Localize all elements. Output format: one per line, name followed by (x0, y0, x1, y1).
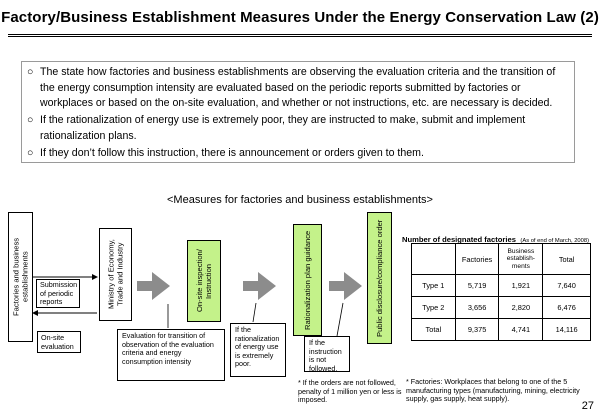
circle-bullet-icon: ○ (27, 114, 34, 126)
rationalization-box (293, 224, 322, 336)
not-followed-callout (304, 336, 350, 372)
not-followed-text: If the instruction is not followed. (309, 338, 342, 373)
row-label: Total (412, 319, 456, 341)
table-row (412, 275, 591, 297)
cell-total: 14,116 (543, 319, 591, 341)
table-header-total: Total (543, 244, 591, 275)
summary-item-text: If the rationalization of energy use is extremely poor, they are instructed to make, submit and implement rationalization plans. (40, 114, 526, 142)
diagram-subtitle: <Measures for factories and business establishments> (167, 194, 433, 206)
designated-factories-table (411, 243, 591, 341)
evaluation-text: Evaluation for transition of observation of the evaluation criteria and energy consumption intensity (122, 331, 214, 366)
row-label: Type 1 (412, 275, 456, 297)
factories-label: Factories and business establishments (11, 237, 30, 317)
row-label: Type 2 (412, 297, 456, 319)
table-header-factories: Factories (455, 244, 499, 275)
circle-bullet-icon: ○ (27, 147, 34, 159)
cell-business: 2,820 (499, 297, 543, 319)
summary-item-text: The state how factories and business establishments are observing the evaluation criteria and the transition of the energy consumption intensity are evaluated based on the periodic reports submitted by factories or workplaces or based on the on-site evaluation, and whether or not instructions, etc. are necessary is decided. (40, 66, 556, 110)
table-as-of: (As of end of March, 2008) (520, 238, 590, 244)
block-arrow-2 (243, 272, 276, 300)
block-arrow-1 (137, 272, 170, 300)
penalty-note: * If the orders are not followed, penalty of 1 million yen or less is imposed. (298, 378, 402, 405)
table-header-business: Business establish-ments (499, 244, 543, 275)
onsite-inspection-box (187, 240, 221, 322)
cell-factories: 5,719 (455, 275, 499, 297)
not-followed-pointer (337, 303, 343, 336)
factories-note: * Factories: Workplaces that belong to one of the 5 manufacturing types (manufacturing, mining, electricity supply, gas supply, heat supply). (406, 377, 580, 404)
rationalization-label: Rationalization plan guidance (303, 230, 312, 330)
circle-bullet-icon: ○ (27, 66, 34, 78)
table-header-corner (412, 244, 456, 275)
poor-pointer (253, 303, 256, 322)
summary-item-text: If they don’t follow this instruction, there is announcement or orders given to them. (40, 147, 424, 159)
onsite-inspection-label: On-site inspection/ Instruction (195, 249, 213, 313)
cell-total: 6,476 (543, 297, 591, 319)
cell-total: 7,640 (543, 275, 591, 297)
submission-box (36, 279, 80, 308)
poor-rationalization-callout (230, 323, 286, 377)
cell-factories: 3,656 (455, 297, 499, 319)
table-row (412, 297, 591, 319)
table-title: Number of designated factories (402, 235, 516, 244)
cell-factories: 9,375 (455, 319, 499, 341)
cell-business: 1,921 (499, 275, 543, 297)
onsite-evaluation-label: On-site evaluation (41, 333, 74, 351)
factories-box (8, 212, 33, 342)
evaluation-callout (117, 329, 225, 381)
public-disclosure-label: Public disclosure/compliance order (375, 219, 384, 337)
poor-text: If the rationalization of energy use is extremely poor. (235, 325, 280, 369)
page-number: 27 (581, 400, 594, 412)
submission-label: Submission of periodic reports (40, 280, 78, 307)
ministry-box (99, 228, 132, 321)
onsite-evaluation-box (37, 331, 81, 353)
page-title: Factory/Business Establishment Measures Under the Energy Conservation Law (2) (1, 9, 599, 26)
ministry-label: Ministry of Economy, Trade and Industry (106, 239, 125, 310)
table-header-row (412, 244, 591, 275)
public-disclosure-box (367, 212, 392, 344)
table-row (412, 319, 591, 341)
cell-business: 4,741 (499, 319, 543, 341)
block-arrow-3 (329, 272, 362, 300)
